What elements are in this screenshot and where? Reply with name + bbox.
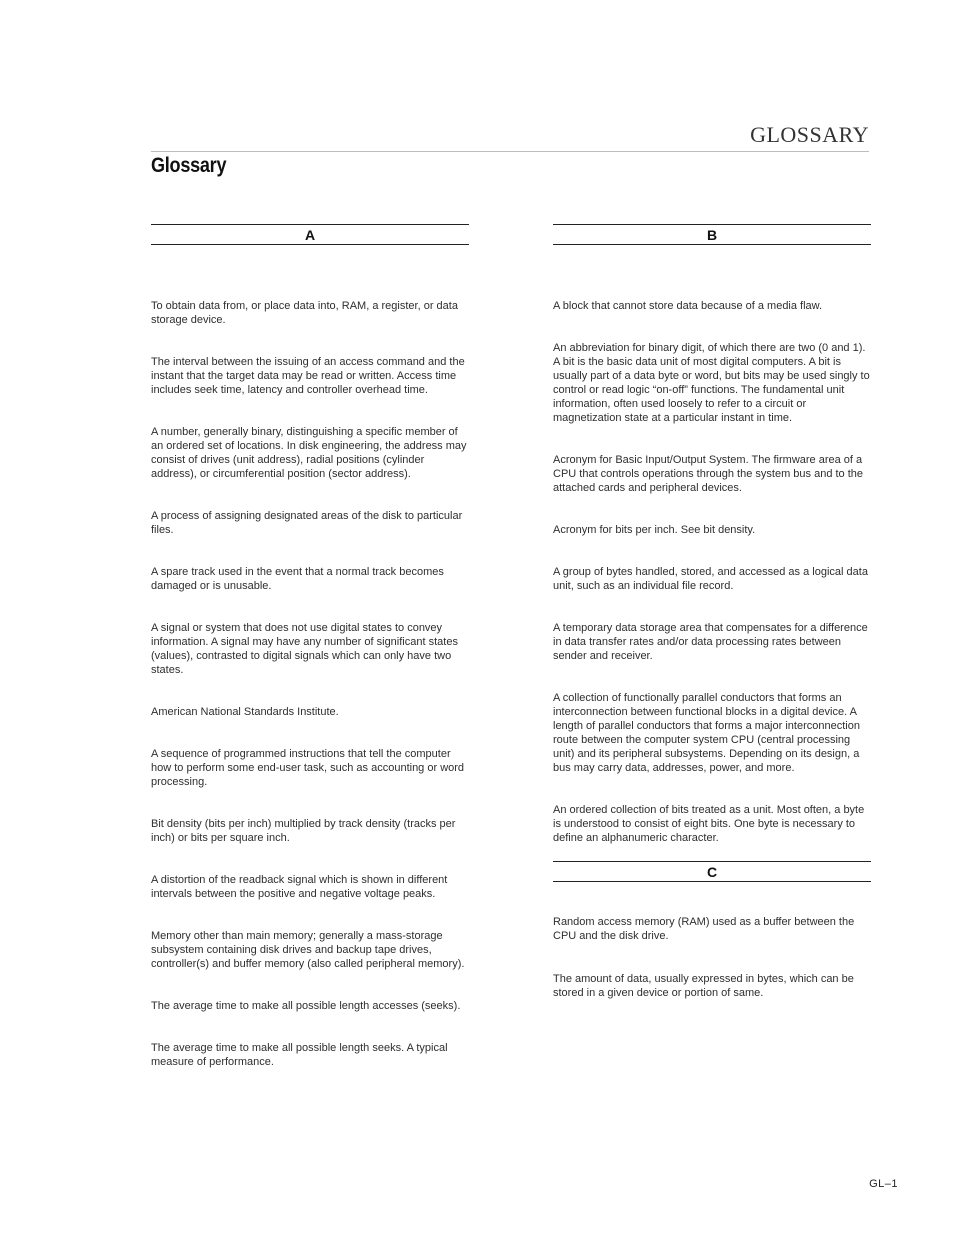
section-c-header: C — [553, 861, 871, 882]
definition-b-2: An abbreviation for binary digit, of which there are two (0 and 1). A bit is the basic data unit of most digital computers. A bit is usually part of a data byte or word, but bits may be used singly to control or read logic “on-off” functions. The fundamental unit information, often used loosely to refer to a circuit or magnetization state at a particular instant in time. — [553, 342, 870, 424]
definition-a-7: American National Standards Institute. — [151, 706, 339, 718]
section-a-header: A — [151, 224, 469, 245]
definition-b-5: A group of bytes handled, stored, and accessed as a logical data unit, such as an individual file record. — [553, 566, 868, 592]
definition-b-6: A temporary data storage area that compensates for a difference in data transfer rates and/or data processing rates between sender and receiver. — [553, 622, 868, 662]
definition-b-4: Acronym for bits per inch. See bit density. — [553, 524, 756, 536]
definition-c-2: The amount of data, usually expressed in bytes, which can be stored in a given device or portion of same. — [553, 973, 854, 999]
definition-a-8: A sequence of programmed instructions that tell the computer how to perform some end-user task, such as accounting or word processing. — [151, 748, 465, 788]
definition-a-12: The average time to make all possible length accesses (seeks). — [151, 1000, 461, 1012]
left-column — [151, 224, 469, 1069]
definition-a-4: A process of assigning designated areas of the disk to particular files. — [151, 510, 463, 536]
definition-a-9: Bit density (bits per inch) multiplied by track density (tracks per inch) or bits per square inch. — [151, 818, 456, 844]
definition-b-8: An ordered collection of bits treated as a unit. Most often, a byte is understood to consist of eight bits. One byte is necessary to define an alphanumeric character. — [553, 804, 865, 844]
definition-a-3: A number, generally binary, distinguishing a specific member of an ordered set of locations. In disk engineering, the address may consist of drives (unit address), radial positions (cylinder address), or circumferential position (sector address). — [151, 426, 467, 480]
header-rule — [151, 151, 869, 152]
definition-a-10: A distortion of the readback signal which is shown in different intervals between the positive and negative voltage peaks. — [151, 874, 448, 900]
page-number: GL–1 — [869, 1178, 898, 1190]
definition-c-1: Random access memory (RAM) used as a buffer between the CPU and the disk drive. — [553, 916, 855, 942]
right-column — [553, 224, 871, 1000]
definition-a-2: The interval between the issuing of an access command and the instant that the target data may be read or written. Access time includes seek time, latency and controller overhead time. — [151, 356, 465, 396]
definition-b-1: A block that cannot store data because of a media flaw. — [553, 300, 823, 312]
definition-a-13: The average time to make all possible length seeks. A typical measure of performance. — [151, 1042, 448, 1068]
page-title: Glossary — [151, 154, 227, 177]
definition-a-5: A spare track used in the event that a normal track becomes damaged or is unusable. — [151, 566, 444, 592]
definition-a-1: To obtain data from, or place data into, RAM, a register, or data storage device. — [151, 300, 458, 326]
definition-b-7: A collection of functionally parallel conductors that forms an interconnection between functional blocks in a digital device. A length of parallel conductors that forms a major interconnection route between the computer system CPU (central processing unit) and its peripheral subsystems. Depending on its design, a bus may carry data, addresses, power, and more. — [553, 692, 860, 774]
definition-a-11: Memory other than main memory; generally a mass-storage subsystem containing disk drives and backup tape drives, controller(s) and buffer memory (also called peripheral memory). — [151, 930, 465, 970]
definition-b-3: Acronym for Basic Input/Output System. The firmware area of a CPU that controls operations through the system bus and to the attached cards and peripheral devices. — [553, 454, 864, 494]
running-head: GLOSSARY — [750, 122, 869, 147]
definition-a-6: A signal or system that does not use digital states to convey information. A signal may have any number of significant states (values), contrasted to digital signals which can only have two states. — [151, 622, 458, 676]
section-b-header: B — [553, 224, 871, 245]
